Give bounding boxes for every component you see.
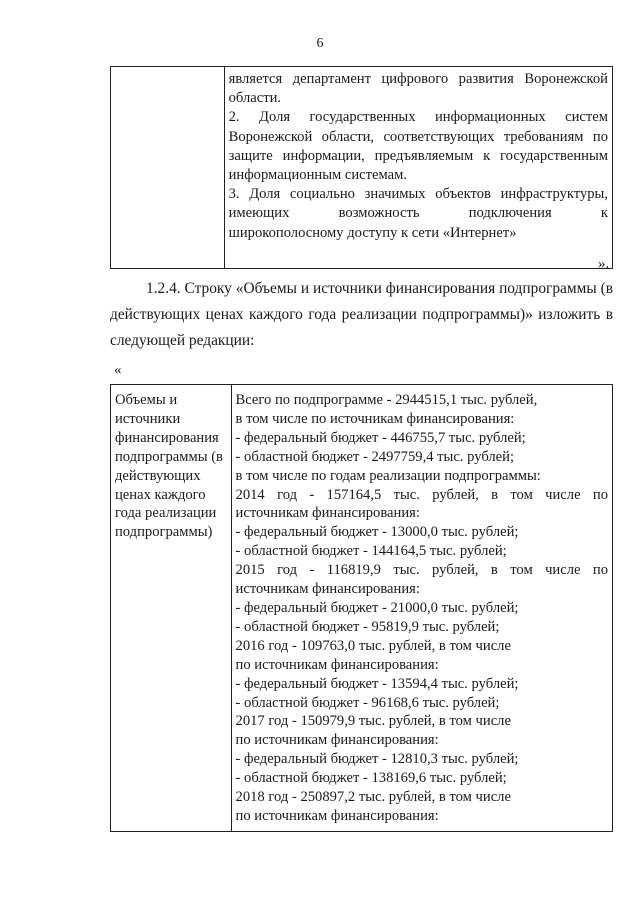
table-line: - федеральный бюджет - 13000,0 тыс. рублей; [235,524,519,541]
table-line: в том числе по годам реализации подпрограммы: [235,467,541,484]
table-line: ценах каждого [115,486,206,503]
table-line: - областной бюджет - 144164,5 тыс. рублей; [235,543,507,560]
table-cell-right [224,67,612,269]
table-line: является департамент цифрового развития Воронежской [228,71,608,87]
table-line: - федеральный бюджет - 21000,0 тыс. рублей; [235,599,519,616]
table-line: источникам финансирования: [235,581,420,598]
table-line: - областной бюджет - 95819,9 тыс. рублей; [235,618,500,635]
table-line: - федеральный бюджет - 13594,4 тыс. рублей; [235,675,519,692]
table-line: 2016 год - 109763,0 тыс. рублей, в том числе [235,637,511,654]
table-line: - областной бюджет - 96168,6 тыс. рублей; [235,694,500,711]
table-line: информационным системам. [228,167,408,184]
table-line: 2017 год - 150979,9 тыс. рублей, в том числе [235,713,511,730]
table-line: области. [228,90,282,107]
table-line: 2018 год - 250897,2 тыс. рублей, в том числе [235,789,511,806]
table-line: по источникам финансирования: [235,807,439,824]
table-row [111,385,613,832]
table-line: по источникам финансирования: [235,656,439,673]
table-line: имеющих возможность подключения к [228,205,608,222]
table-cell-right [231,385,612,832]
table-line: - федеральный бюджет - 446755,7 тыс. рублей; [235,429,526,446]
table-line: года реализации [115,505,217,522]
table-row [111,67,613,269]
funding-table [110,384,613,832]
paragraph-line: 1.2.4. Строку «Объемы и источники финансирования подпрограммы (в [146,280,613,297]
table-line: подпрограммы (в [115,448,223,465]
table-line: Всего по подпрограмме - 2944515,1 тыс. рублей, [235,392,538,408]
passport-table-continuation [110,66,613,269]
opening-quote: « [114,362,122,378]
table-line: в том числе по источникам финансирования: [235,410,515,427]
table-cell-left [111,67,225,269]
table-line: Объемы и [115,392,178,408]
table-line: финансирования [115,429,219,446]
table-line: - федеральный бюджет - 12810,3 тыс. рублей; [235,751,519,768]
table-line: источникам финансирования: [235,505,420,522]
table-line: Воронежской области, соответствующих требованиям по [228,128,608,145]
closing-quote: ». [598,256,610,272]
table-line: широкополосному доступу к сети «Интернет» [228,224,517,241]
table-line: подпрограммы) [115,524,213,541]
paragraph-line: действующих ценах каждого года реализации подпрограммы)» изложить в [110,306,613,323]
table-line: защите информации, предъявляемым к государственным [228,147,608,164]
table-line: - областной бюджет - 2497759,4 тыс. рублей; [235,448,515,465]
table-line: источники [115,410,181,427]
table-line: 2015 год - 116819,9 тыс. рублей, в том числе по [235,562,608,579]
table-line: 3. Доля социально значимых объектов инфраструктуры, [228,186,608,203]
table-line: 2. Доля государственных информационных систем [228,109,608,126]
table-line: - областной бюджет - 138169,6 тыс. рублей; [235,770,507,787]
table-line: по источникам финансирования: [235,732,439,749]
table-line: действующих [115,467,201,484]
table-line: 2014 год - 157164,5 тыс. рублей, в том числе по [235,486,608,503]
paragraph-line: следующей редакции: [110,332,255,349]
amendment-paragraph [110,276,613,354]
table-cell-left [111,385,232,832]
page-number: 6 [316,36,324,51]
